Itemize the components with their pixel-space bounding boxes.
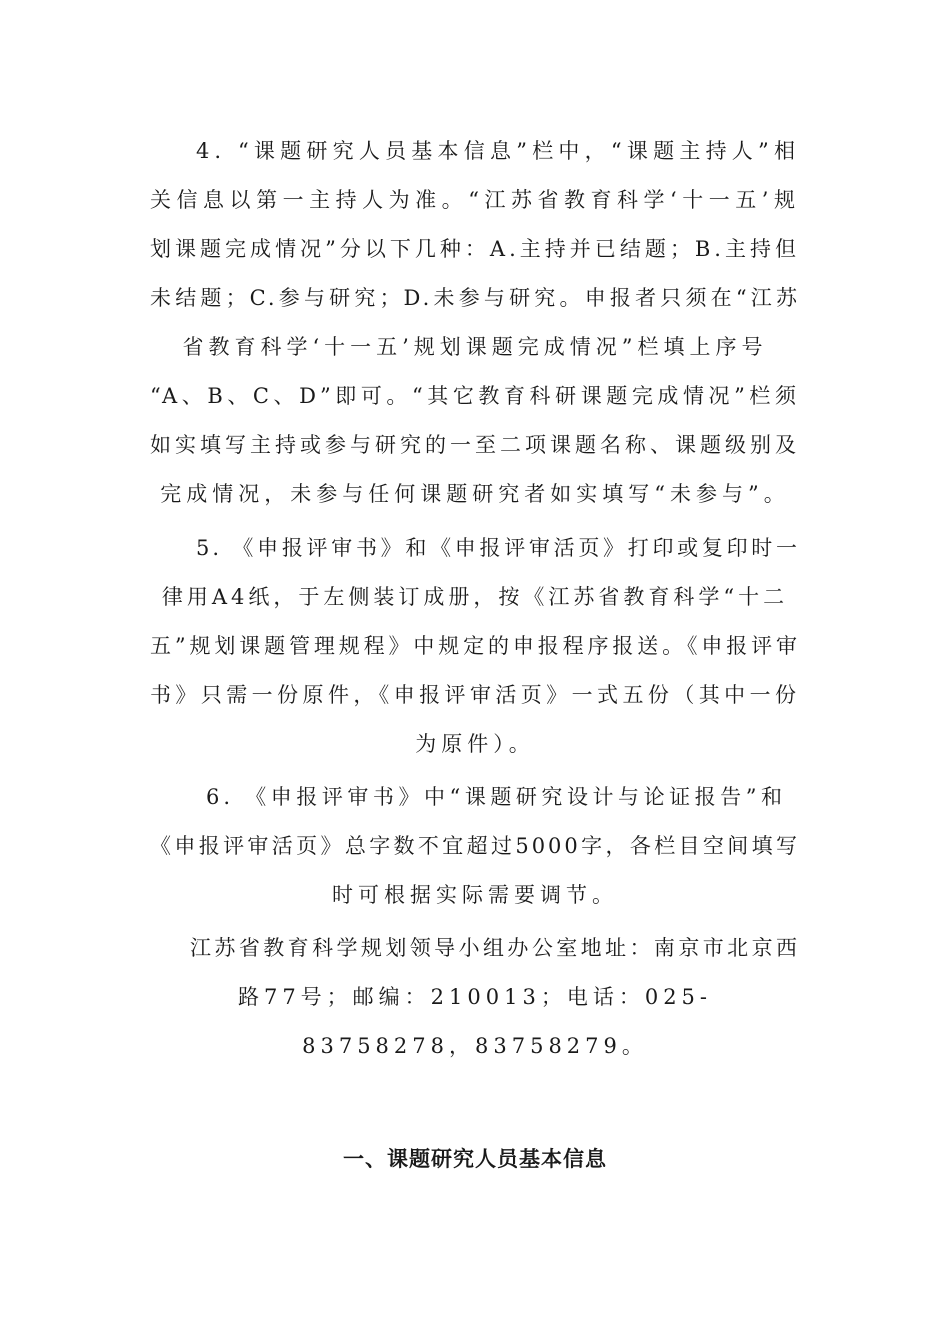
section-heading: 一、课题研究人员基本信息: [343, 1147, 607, 1171]
address-line-3: 83758278，83758279。: [302, 1034, 648, 1058]
address-line-2: 路77号；邮编：210013；电话：025-: [237, 985, 713, 1009]
note-5-line-3: 五”规划课题管理规程》中规定的申报程序报送。《申报评审: [150, 634, 800, 658]
note-6-line-3: 时可根据实际需要调节。: [332, 883, 618, 907]
note-4-line-5: 省教育科学‘十一五’规划课题完成情况”栏填上序号: [182, 335, 768, 359]
note-5-line-5: 为原件）。: [415, 732, 535, 756]
note-5-line-2: 律用A4纸，于左侧装订成册，按《江苏省教育科学“十二: [161, 585, 789, 609]
note-4-line-3: 划课题完成情况”分以下几种：A.主持并已结题；B.主持但: [150, 237, 800, 261]
note-4-line-7: 如实填写主持或参与研究的一至二项课题名称、课题级别及: [150, 433, 800, 457]
note-4-line-6: “A、B、C、D”即可。“其它教育科研课题完成情况”栏须: [150, 384, 800, 408]
address-line-1: 江苏省教育科学规划领导小组办公室地址：南京市北京西: [190, 936, 800, 960]
note-4-line-4: 未结题；C.参与研究；D.未参与研究。申报者只须在“江苏: [150, 286, 800, 310]
note-4-line-8: 完成情况，未参与任何课题研究者如实填写“未参与”。: [160, 482, 790, 506]
note-5-line-4: 书》只需一份原件，《申报评审活页》一式五份（其中一份: [150, 683, 800, 707]
note-6-line-2: 《申报评审活页》总字数不宜超过5000字，各栏目空间填写: [150, 834, 800, 858]
note-4-line-2: 关信息以第一主持人为准。“江苏省教育科学‘十一五’规: [150, 188, 800, 212]
note-4-line-1: 4. “课题研究人员基本信息”栏中，“课题主持人”相: [196, 139, 800, 163]
note-5-line-1: 5. 《申报评审书》和《申报评审活页》打印或复印时一: [196, 536, 800, 560]
note-6-line-1: 6. 《申报评审书》中“课题研究设计与论证报告”和: [206, 785, 786, 809]
